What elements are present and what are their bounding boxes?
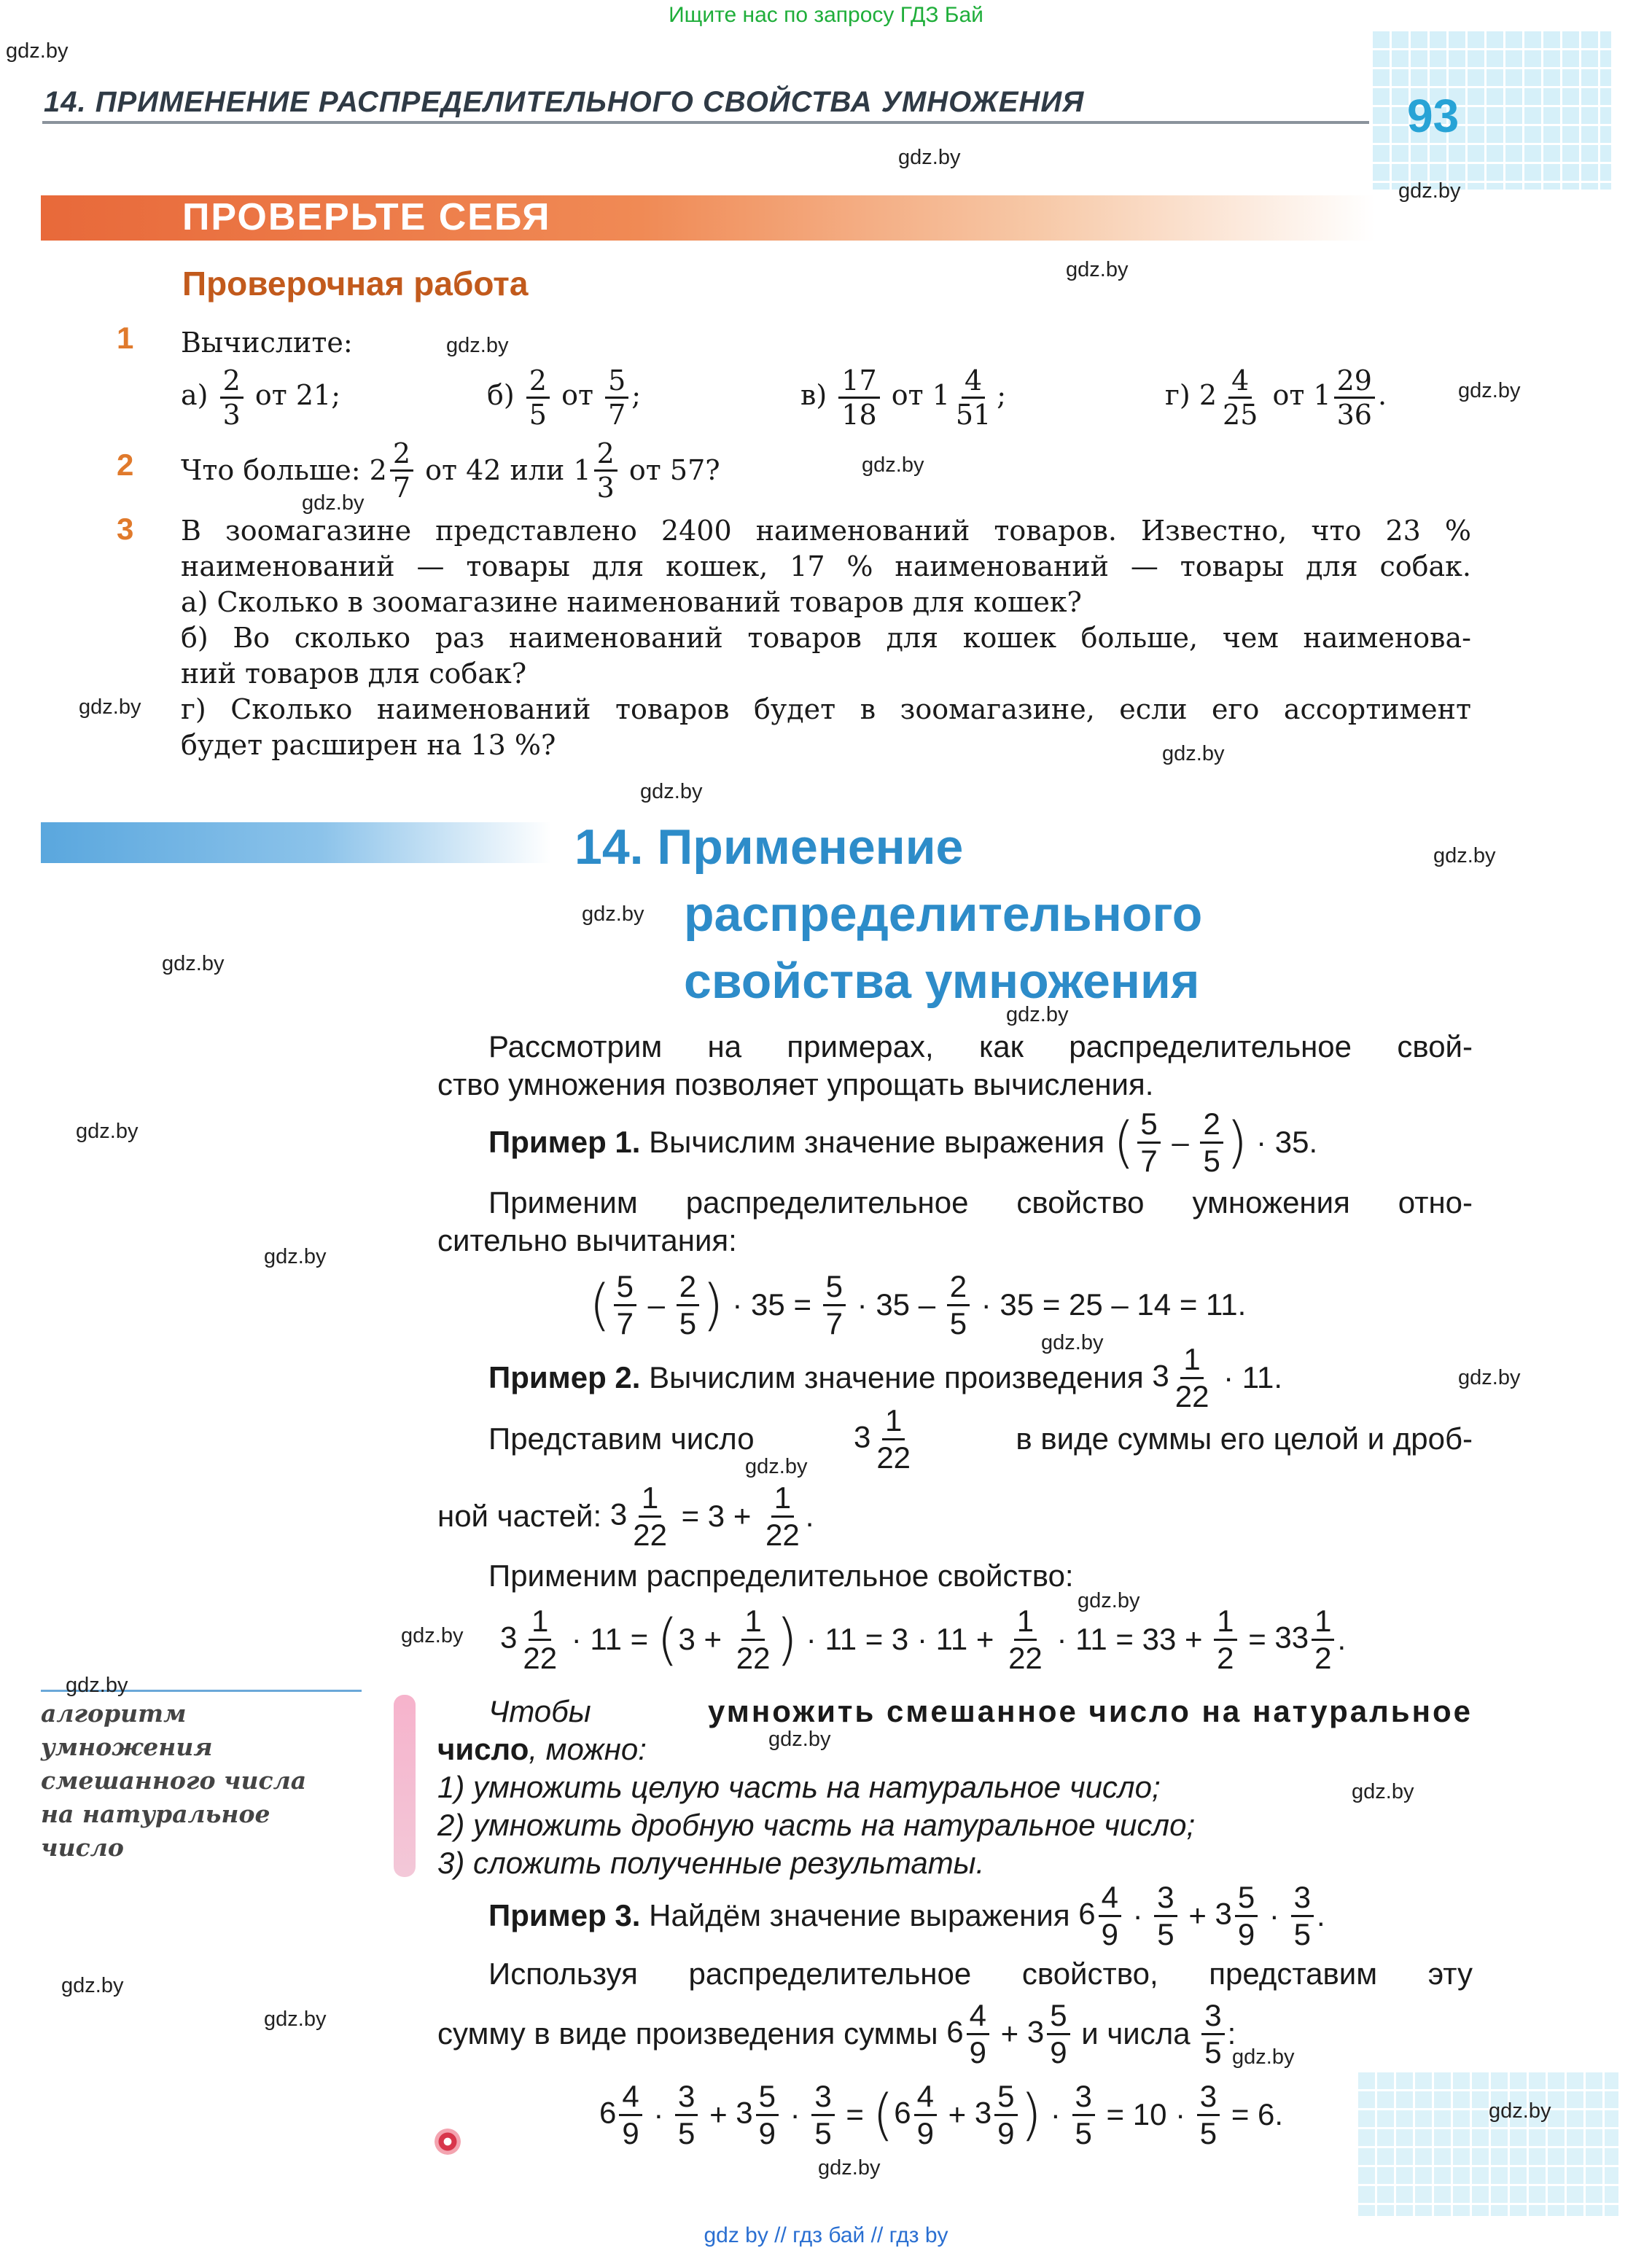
watermark: gdz.by [1458, 1366, 1521, 1389]
item-label: б) [487, 378, 515, 411]
watermark: gdz.by [1232, 2045, 1295, 2069]
watermark: gdz.by [1006, 1003, 1069, 1026]
watermark: gdz.by [898, 146, 961, 169]
bottom-banner: gdz by // гдз бай // гдз by [704, 2223, 948, 2247]
watermark: gdz.by [1162, 742, 1225, 765]
example3-line: Пример 3. Найдём значение выражения 6 $\frac{4}{9}$ · $\frac{3}{5}$ + 3 $\frac{5}{9}$ · $\frac{3}{5}$ . [488, 1879, 1325, 1951]
task1-items: а) $\frac{2}{3}$ от 21; б) $\frac{2}{5}$ от $\frac{5}{7}$ ; в) $\frac{17}{18}$ от 1 $\frac{4}{51}$ ; г) 2 $\frac{4}{25}$ от 1 $\frac{29}{36}$ . [181, 364, 1387, 431]
test-subtitle: Проверочная работа [182, 265, 529, 303]
example2-paragraph-3: Применим распределительное свойство: [488, 1558, 1074, 1593]
section-title: 14. Применение распределительного свойства умножения [574, 819, 1203, 1009]
watermark: gdz.by [1352, 1780, 1414, 1803]
watermark: gdz.by [61, 1974, 124, 1997]
watermark: gdz.by [862, 453, 924, 477]
rule-box: Чтобы умножить смешанное число на натуральное число, можно: 1) умножить целую часть на натуральное число; 2) умножить дробную часть на натуральное число; 3) сложить полученные результаты. [437, 1694, 1473, 1880]
watermark: gdz.by [640, 780, 703, 803]
example3-paragraph: Используя распределительное свойство, представим эту [488, 1956, 1473, 1991]
check-yourself-title: ПРОВЕРЬТЕ СЕБЯ [182, 196, 551, 238]
watermark: gdz.by [66, 1674, 128, 1697]
example3-formula: 6 $\frac{4}{9}$ · $\frac{3}{5}$ + 3 $\frac{5}{9}$ · $\frac{3}{5}$ = ( 6 $\frac{4}{9}$ + 3 $\frac{5}{9}$ ) · $\frac{3}{5}$ = 10 · $\frac{3}{5}$ = 6. [599, 2078, 1284, 2150]
example2-paragraph-2: ной частей: 3 $\frac{1}{22}$ = 3 + $\frac{1}{22}$ . [437, 1480, 814, 1552]
intro-paragraph: Рассмотрим на примерах, как распределительное свой- ство умножения позволяет упрощать вычисления. [437, 1029, 1473, 1101]
example3-paragraph-2: сумму в виде произведения суммы 6 $\frac{4}{9}$ + 3 $\frac{5}{9}$ и числа $\frac{3}{5}$ : [437, 1997, 1236, 2069]
watermark: gdz.by [1078, 1589, 1140, 1612]
watermark: gdz.by [1066, 258, 1129, 281]
watermark: gdz.by [76, 1120, 139, 1143]
watermark: gdz.by [1489, 2099, 1551, 2123]
example2-line: Пример 2. Вычислим значение произведения 3 $\frac{1}{22}$ · 11. [488, 1341, 1283, 1413]
watermark: gdz.by [1458, 379, 1521, 402]
page-number: 93 [1407, 90, 1460, 142]
rule-box-bar [394, 1695, 416, 1877]
watermark: gdz.by [162, 952, 225, 975]
watermark: gdz.by [264, 1245, 327, 1268]
watermark: gdz.by [1398, 179, 1461, 203]
section-band [41, 822, 551, 863]
header-rule [42, 121, 1369, 124]
top-banner: Ищите нас по запросу ГДЗ Бай [669, 3, 983, 27]
task-number: 2 [117, 448, 134, 482]
example1-paragraph: Применим распределительное свойство умножения отно- сительно вычитания: [437, 1185, 1473, 1257]
item-label: а) [181, 378, 209, 411]
watermark: gdz.by [745, 1455, 808, 1478]
watermark: gdz.by [768, 1728, 831, 1751]
watermark: gdz.by [446, 334, 509, 357]
watermark: gdz.by [1433, 844, 1496, 867]
watermark: gdz.by [6, 39, 69, 63]
bullet-icon [435, 2129, 461, 2155]
example1-formula: ( $\frac{5}{7}$ – $\frac{2}{5}$ ) · 35 = $\frac{5}{7}$ · 35 – $\frac{2}{5}$ · 35 = 25 – 14 = 11. [589, 1268, 1247, 1341]
example2-formula: 3 $\frac{1}{22}$ · 11 = ( 3 + $\frac{1}{22}$ ) · 11 = 3 · 11 + $\frac{1}{22}$ · 11 = 33 + $\frac{1}{2}$ = 33 $\frac{1}{2}$ . [500, 1603, 1347, 1675]
task-number: 1 [117, 321, 134, 355]
side-note: алгоритм умножения смешанного числа на натуральное число [41, 1699, 307, 1862]
watermark: gdz.by [302, 491, 365, 515]
task1-text: Вычислите: [181, 327, 353, 359]
watermark: gdz.by [818, 2156, 881, 2180]
example2-paragraph-1: Представим число 3 $\frac{1}{22}$ в виде суммы его целой и дроб- [488, 1402, 1473, 1475]
running-header: 14. ПРИМЕНЕНИЕ РАСПРЕДЕЛИТЕЛЬНОГО СВОЙСТВА УМНОЖЕНИЯ [44, 86, 1085, 118]
watermark: gdz.by [79, 695, 141, 719]
watermark: gdz.by [401, 1624, 464, 1647]
grid-decoration-bottom [1356, 2070, 1618, 2216]
example1-line: Пример 1. Вычислим значение выражения ( $\frac{5}{7}$ – $\frac{2}{5}$ ) · 35. [488, 1106, 1318, 1178]
item-label: в) [800, 378, 827, 411]
watermark: gdz.by [264, 2008, 327, 2031]
watermark: gdz.by [1041, 1331, 1104, 1354]
item-label: г) [1165, 378, 1191, 411]
watermark: gdz.by [582, 902, 644, 926]
task3-text: В зоомагазине представлено 2400 наименований товаров. Известно, что 23 % наименований — товары для кошек, 17 % наименований — товары для собак. а) Сколько в зоомагазине наименований товаров для кошек? б) Во сколько раз наименований товаров для кошек больше, чем наименова- ний товаров для собак? г) Сколько наименований товаров будет в зоомагазине, если его ассортимент будет расширен на 13 %? [181, 515, 1471, 761]
task-number: 3 [117, 512, 134, 546]
task2-text: Что больше: 2 $\frac{2}{7}$ от 42 или 1 $\frac{2}{3}$ от 57? [181, 437, 720, 504]
